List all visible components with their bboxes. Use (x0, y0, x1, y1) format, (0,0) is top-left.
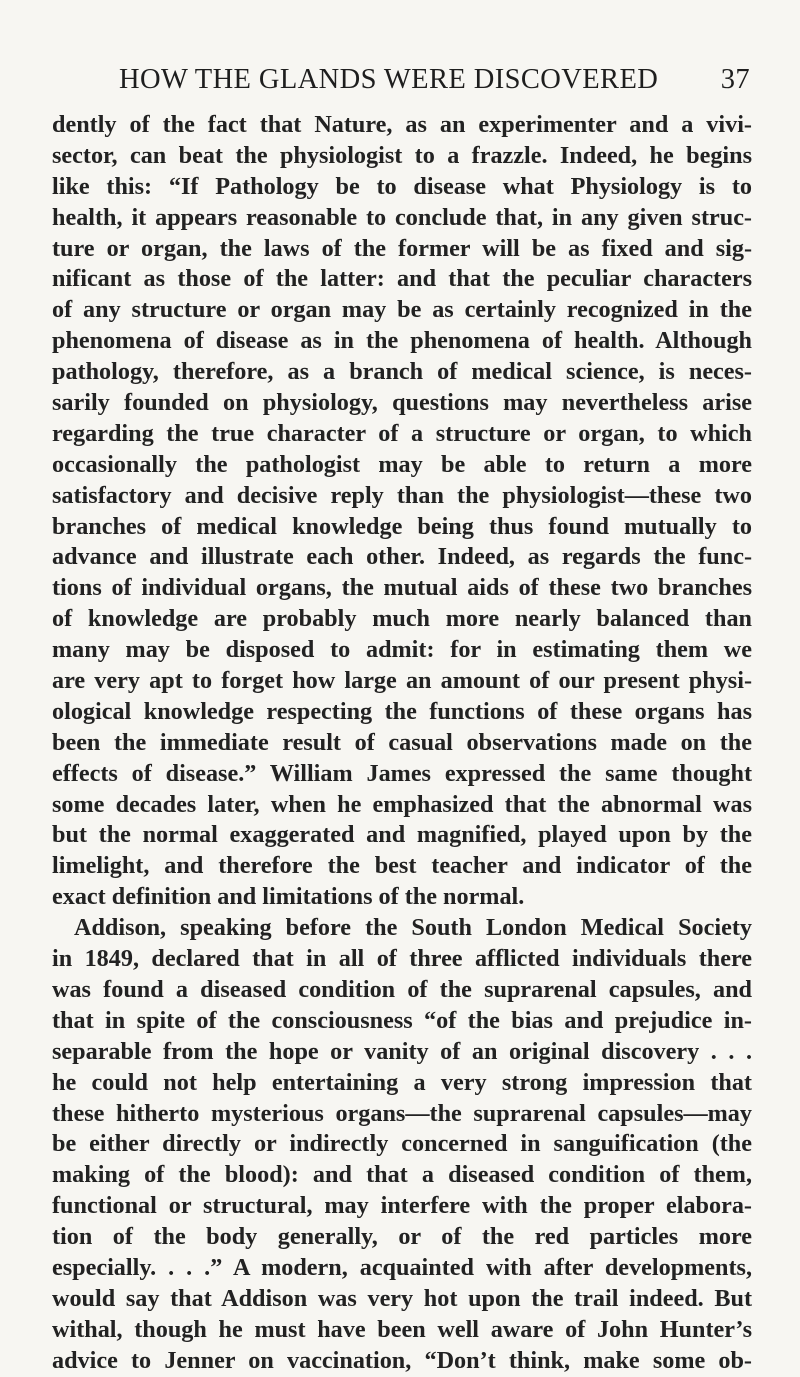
text-line: many may be disposed to admit: for in estimating them we (52, 636, 752, 664)
paragraph-addison (52, 913, 752, 1376)
text-line: been the immediate result of casual observations made on the (52, 728, 752, 756)
text-line: was found a diseased condition of the suprarenal capsules, and (52, 975, 752, 1003)
text-line: advice to Jenner on vaccination, “Don’t think, make some ob- (52, 1346, 752, 1374)
text-line: exact definition and limitations of the normal. (52, 883, 525, 911)
text-line: would say that Addison was very hot upon the trail indeed. But (52, 1284, 752, 1312)
text-line: but the normal exaggerated and magnified, played upon by the (52, 821, 752, 849)
page-number: 37 (720, 64, 750, 95)
text-line: are very apt to forget how large an amount of our present physi- (52, 667, 752, 695)
text-line: these hitherto mysterious organs—the suprarenal capsules—may (52, 1099, 752, 1127)
text-line: pathology, therefore, as a branch of medical science, is neces- (52, 358, 752, 386)
text-line: branches of medical knowledge being thus found mutually to (52, 512, 752, 540)
text-line: in 1849, declared that in all of three afflicted individuals there (52, 945, 752, 973)
text-line: he could not help entertaining a very strong impression that (52, 1068, 752, 1096)
text-line: especially. . . .” A modern, acquainted with after developments, (52, 1253, 752, 1281)
text-line: nificant as those of the latter: and that the peculiar characters (52, 265, 752, 293)
text-line: that in spite of the consciousness “of the bias and prejudice in- (52, 1006, 752, 1034)
text-line: making of the blood): and that a diseased condition of them, (52, 1161, 752, 1189)
text-line: sarily founded on physiology, questions may nevertheless arise (52, 389, 752, 417)
running-head (58, 62, 750, 98)
paragraph-continued (52, 110, 752, 913)
text-line: satisfactory and decisive reply than the physiologist—these two (52, 481, 752, 509)
text-line: of knowledge are probably much more nearly balanced than (52, 605, 752, 633)
text-line: ological knowledge respecting the functions of these organs has (52, 697, 752, 725)
body-text (52, 110, 752, 1377)
text-line: effects of disease.” William James expressed the same thought (52, 759, 752, 787)
text-line: health, it appears reasonable to conclude that, in any given struc- (52, 203, 752, 231)
text-line: advance and illustrate each other. Indeed, as regards the func- (52, 543, 752, 571)
text-line: regarding the true character of a structure or organ, to which (52, 419, 752, 447)
text-line: of any structure or organ may be as certainly recognized in the (52, 296, 752, 324)
text-line: ture or organ, the laws of the former will be as fixed and sig- (52, 234, 752, 262)
text-line: tions of individual organs, the mutual aids of these two branches (52, 574, 752, 602)
running-title: HOW THE GLANDS WERE DISCOVERED (119, 64, 659, 95)
text-line: dently of the fact that Nature, as an experimenter and a vivi- (52, 111, 752, 138)
text-line: like this: “If Pathology be to disease what Physiology is to (52, 172, 752, 200)
text-line: Addison, speaking before the South London Medical Society (74, 914, 752, 942)
text-line: tion of the body generally, or of the red particles more (52, 1223, 752, 1251)
text-line: functional or structural, may interfere with the proper elabora- (52, 1192, 752, 1220)
text-line: be either directly or indirectly concerned in sanguification (the (52, 1130, 752, 1158)
text-line: limelight, and therefore the best teacher and indicator of the (52, 852, 752, 880)
text-line: occasionally the pathologist may be able to return a more (52, 450, 752, 478)
text-line: sector, can beat the physiologist to a frazzle. Indeed, he begins (52, 141, 752, 169)
text-line: some decades later, when he emphasized that the abnormal was (52, 790, 752, 818)
text-line: withal, though he must have been well aware of John Hunter’s (52, 1315, 752, 1343)
text-line: phenomena of disease as in the phenomena of health. Although (52, 327, 752, 355)
text-line: separable from the hope or vanity of an original discovery . . . (52, 1037, 752, 1065)
